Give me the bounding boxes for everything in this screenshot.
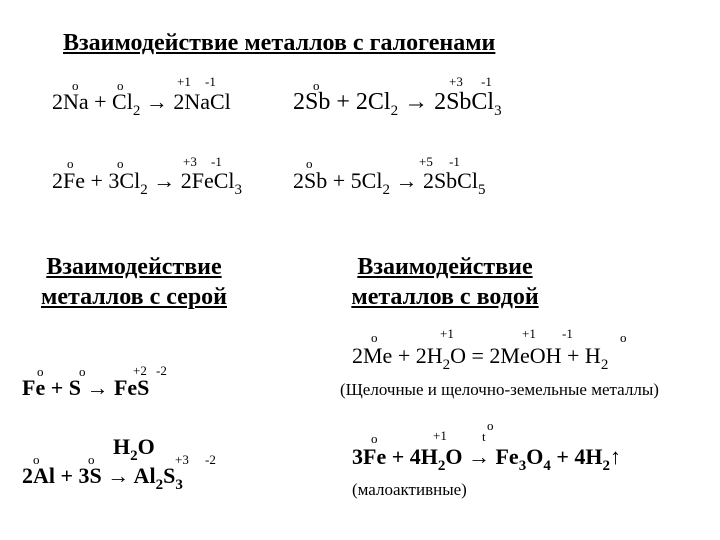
ox-state-sb-product: +3 [449, 74, 463, 89]
ox-state-s: o [88, 452, 95, 467]
ox-state-cl-product: -1 [449, 154, 460, 169]
ox-state-sb: o [306, 156, 313, 171]
reaction-me-water: $2Me + 2H_2O$ = 2MeOH + $H_2$ [352, 343, 609, 373]
ox-state-s-product: -2 [156, 363, 167, 378]
ox-state-me-product: +1 [522, 326, 536, 341]
ox-state-h: +1 [433, 428, 447, 443]
reaction-na-cl: $2Na + Cl_2$ → 2NaCl [52, 89, 231, 119]
ox-state-cl: o [117, 156, 124, 171]
water-heading: Взаимодействие металлов с водой [351, 254, 539, 310]
reaction-fe-s: Fe + S → FeS [22, 375, 150, 400]
temperature-degree: o [487, 418, 494, 433]
ox-state-fe: o [371, 431, 378, 446]
ox-state-al-product: +3 [175, 452, 189, 467]
ox-state-na-product: +1 [177, 74, 191, 89]
reaction-al-s: $2Al + 3S \to Al_2S_3$ [22, 463, 183, 493]
reaction-sb-cl5: $2Sb + 5Cl_2$ → 2SbCl$_5$ [293, 168, 486, 198]
ox-state-cl-product: -1 [211, 154, 222, 169]
reaction-sb-cl3: $2Sb + 2Cl_2$ → 2SbCl$_3$ [293, 89, 502, 119]
sulfur-heading: Взаимодействие металлов с серой [40, 254, 227, 310]
ox-state-s-product: -2 [205, 452, 216, 467]
catalyst-water: $H_2O$ [113, 434, 155, 464]
ox-state-oh-product: -1 [562, 326, 573, 341]
ox-state-cl-product: -1 [205, 74, 216, 89]
ox-state-fe-product: +3 [183, 154, 197, 169]
ox-state-h: +1 [440, 326, 454, 341]
ox-state-cl: o [117, 78, 124, 93]
reaction-fe-cl3: $2Fe + 3Cl_2$ → 2FeCl$_3$ [52, 168, 242, 198]
ox-state-al: o [33, 452, 40, 467]
ox-state-fe: o [67, 156, 74, 171]
ox-state-fe-product: +2 [133, 363, 147, 378]
page-title: Взаимодействие металлов с галогенами [63, 30, 496, 56]
ox-state-sb-product: +5 [419, 154, 433, 169]
ox-state-na: o [72, 78, 79, 93]
reaction-fe-water: $3Fe + 4H_2O \to Fe_3O_4$ + $4H_2↑$ [352, 444, 621, 474]
ox-state-cl-product: -1 [481, 74, 492, 89]
ox-state-me: o [371, 330, 378, 345]
ox-state-h-product: o [620, 330, 627, 345]
ox-state-fe: o [37, 364, 44, 379]
temperature-label: t [482, 429, 486, 444]
note-alkali-metals: (Щелочные и щелочно-земельные металлы) [340, 380, 659, 399]
ox-state-sb: o [313, 78, 320, 93]
note-low-activity: (малоактивные) [352, 480, 467, 499]
ox-state-s: o [79, 364, 86, 379]
